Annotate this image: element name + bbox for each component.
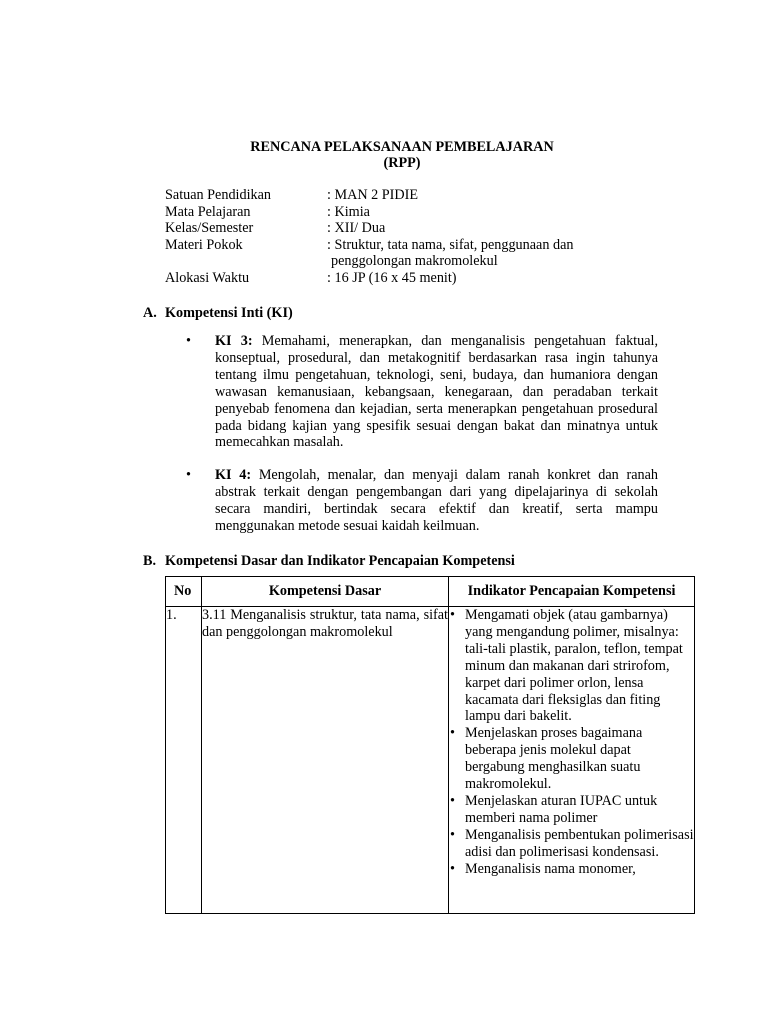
row-number: 1. [166,607,202,914]
list-item [449,725,694,793]
bullet-icon: • [450,792,455,809]
indicator-text: Menganalisis pembentukan polimerisasi adisi dan polimerisasi kondensasi. [465,826,694,860]
indicator-text: Menjelaskan aturan IUPAC untuk memberi nama polimer [465,792,658,826]
section-a-title: Kompetensi Inti (KI) [165,305,293,321]
bullet-icon: • [450,607,455,623]
identity-row-material-cont [165,253,665,270]
subject-label: Mata Pelajaran [165,203,251,220]
section-a-letter: A. [143,305,157,321]
title-line-1: RENCANA PELAKSANAAN PEMBELAJARAN [250,139,554,155]
ki4-label: KI 4: [215,467,252,483]
ki4-item [186,467,658,535]
row-kompetensi-dasar: 3.11 Menganalisis struktur, tata nama, sifat dan penggolongan makromolekul [202,607,449,914]
material-label: Materi Pokok [165,236,243,253]
document-title [0,139,768,171]
header-kompetensi-dasar: Kompetensi Dasar [202,577,449,607]
header-no: No [166,577,202,607]
row-indikator-cell [449,607,695,914]
bullet-icon: • [450,826,455,843]
indicator-list [449,607,694,878]
section-b-heading [143,553,515,570]
school-value: : MAN 2 PIDIE [327,187,419,203]
list-item [449,793,694,827]
identity-row-class [165,220,665,237]
ki4-text: Mengolah, menalar, dan menyaji dalam ranah konkret dan ranah abstrak terkait dengan pengembangan dari yang dipelajarinya di sekolah secara mandiri, bertindak secara efektif dan kreatif, serta mampu menggunakan metode sesuai kaidah keilmuan. [215,467,658,534]
class-value: : XII/ Dua [327,220,386,236]
bullet-icon: • [450,725,455,742]
identity-row-time [165,270,665,287]
ki3-item [186,333,658,451]
class-label: Kelas/Semester [165,220,254,236]
school-label: Satuan Pendidikan [165,187,271,203]
bullet-icon: • [186,467,191,483]
header-indikator: Indikator Pencapaian Kompetensi [449,577,695,607]
time-value: : 16 JP (16 x 45 menit) [327,269,457,286]
ki3-paragraph [215,333,658,451]
table-row [166,607,695,914]
identity-row-subject [165,204,665,221]
list-item [449,607,694,725]
bullet-icon: • [450,860,455,877]
list-item [449,827,694,861]
material-value: : Struktur, tata nama, sifat, penggunaan dan [327,236,574,253]
indicator-text: Mengamati objek (atau gambarnya) yang mengandung polimer, misalnya: tali-tali plastik, paralon, teflon, tempat minum dan makanan dari strirofom, karpet dari polimer orlon, lensa kacamata dari fleksiglas dan fiting lampu dari bakelit. [465,607,683,725]
section-b-letter: B. [143,553,157,569]
section-a-heading [143,305,293,322]
title-line-2: (RPP) [383,155,421,171]
section-b-title: Kompetensi Dasar dan Indikator Pencapaian Kompetensi [165,553,515,569]
identity-block [165,187,665,286]
competency-table [165,576,695,914]
ki3-text: Memahami, menerapkan, dan menganalisis pengetahuan faktual, konseptual, prosedural, dan metakognitif berdasarkan rasa ingin tahunya tentang ilmu pengetahuan, teknologi, seni, budaya, dan humaniora dengan wawasan kemanusiaan, kebangsaan, kenegaraan, dan peradaban terkait penyebab fenomena dan kejadian, serta menerapkan pengetahuan prosedural pada bidang kajian yang spesifik sesuai dengan bakat dan minatnya untuk memecahkan masalah. [215,333,658,451]
time-label: Alokasi Waktu [165,269,250,286]
material-value-continued: penggolongan makromolekul [331,253,498,269]
list-item [449,861,694,878]
identity-row-material [165,237,665,254]
indicator-text: Menjelaskan proses bagaimana beberapa jenis molekul dapat bergabung menghasilkan suatu makromolekul. [465,725,643,793]
ki4-paragraph [215,467,658,535]
table-header-row [166,577,695,607]
bullet-icon: • [186,333,191,349]
subject-value: : Kimia [327,203,370,220]
indicator-text: Menganalisis nama monomer, [465,860,636,877]
ki3-label: KI 3: [215,333,253,349]
identity-row-school [165,187,665,204]
